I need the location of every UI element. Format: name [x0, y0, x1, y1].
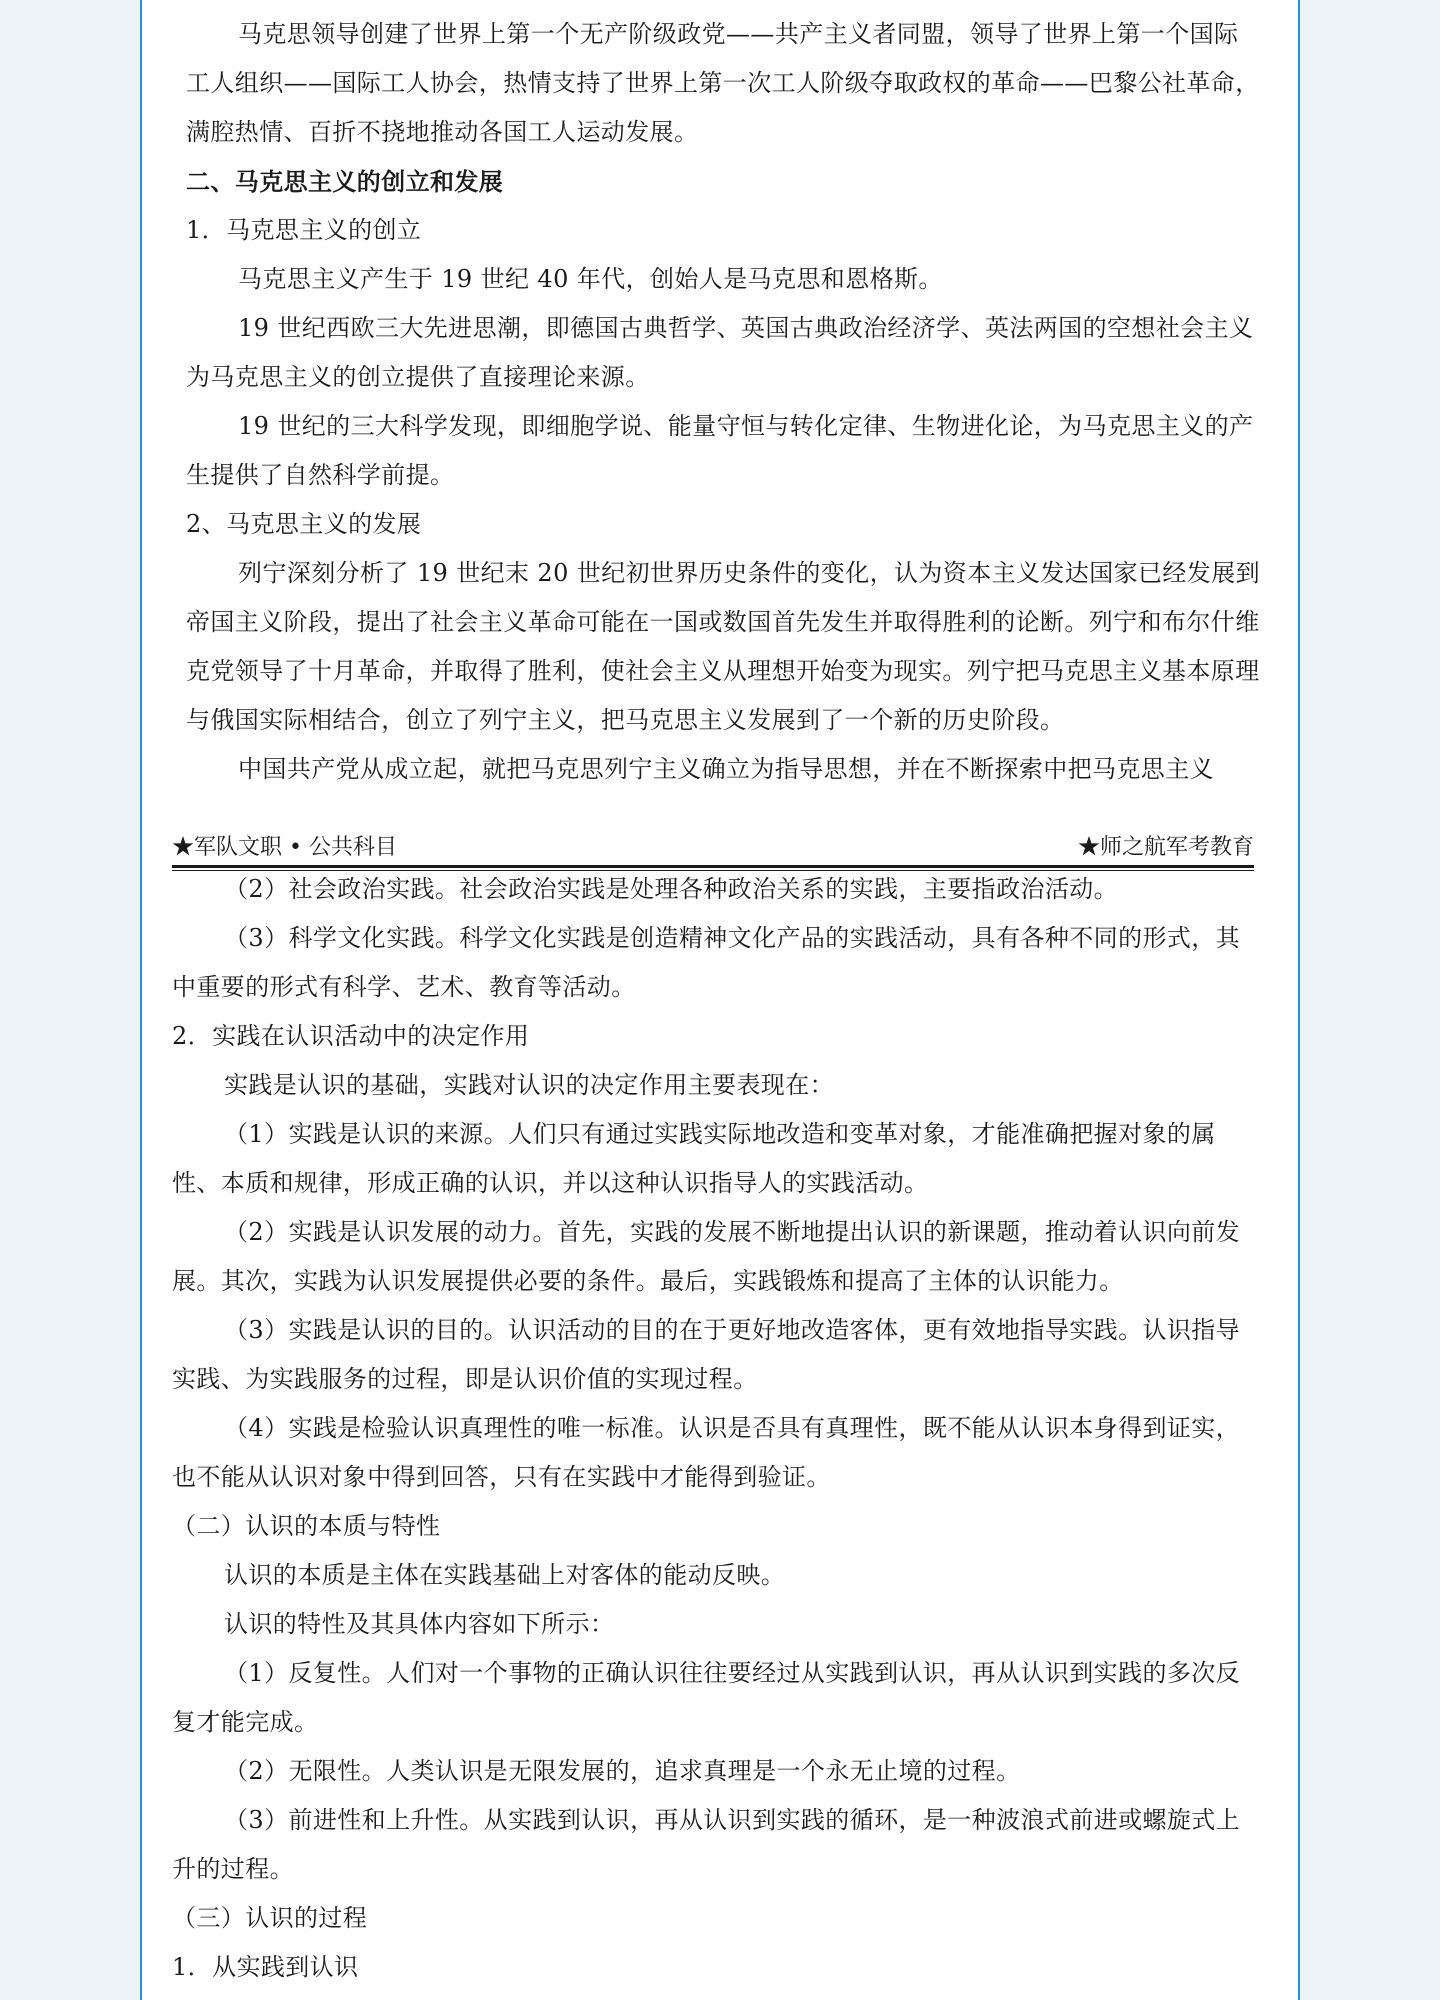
paragraph: 实践是认识的基础，实践对认识的决定作用主要表现在： — [224, 1071, 834, 1099]
paragraph: 认识的本质是主体在实践基础上对客体的能动反映。 — [224, 1561, 786, 1589]
paragraph: （2）社会政治实践。社会政治实践是处理各种政治关系的实践，主要指政治活动。 — [224, 875, 1119, 903]
section-heading: 二、马克思主义的创立和发展 — [186, 167, 504, 196]
subsection-heading: （三）认识的过程 — [172, 1904, 368, 1932]
subsection-heading: （二）认识的本质与特性 — [172, 1512, 441, 1540]
paragraph: （2）无限性。人类认识是无限发展的，追求真理是一个永无止境的过程。 — [224, 1757, 1021, 1785]
subsection-heading: 2．实践在认识活动中的决定作用 — [172, 1022, 530, 1050]
paragraph: （3）科学文化实践。科学文化实践是创造精神文化产品的实践活动，具有各种不同的形式，其中重要的形式有科学、艺术、教育等活动。 — [172, 924, 1241, 1001]
paragraph: （3）前进性和上升性。从实践到认识，再从认识到实践的循环，是一种波浪式前进或螺旋式上升的过程。 — [172, 1806, 1241, 1883]
paragraph: 19 世纪西欧三大先进思潮，即德国古典哲学、英国古典政治经济学、英法两国的空想社会主义为马克思主义的创立提供了直接理论来源。 — [186, 314, 1254, 391]
paragraph: （1）实践是认识的来源。人们只有通过实践实际地改造和变革对象，才能准确把握对象的属性、本质和规律，形成正确的认识，并以这种认识指导人的实践活动。 — [172, 1120, 1216, 1197]
header-left-title: ★军队文职 • 公共科目 — [172, 835, 397, 860]
header-right-title: ★师之航军考教育 — [1077, 835, 1254, 860]
page-body-bottom — [172, 865, 1262, 1992]
subsection-heading: 1．从实践到认识 — [172, 1953, 359, 1981]
document-page-top — [140, 0, 1300, 815]
paragraph: 列宁深刻分析了 19 世纪末 20 世纪初世界历史条件的变化，认为资本主义发达国家已经发展到帝国主义阶段，提出了社会主义革命可能在一国或数国首先发生并取得胜利的论断。列宁和布尔什维克党领导了十月革命，并取得了胜利，使社会主义从理想开始变为现实。列宁把马克思主义基本原理与俄国实际相结合，创立了列宁主义，把马克思主义发展到了一个新的历史阶段。 — [186, 559, 1260, 734]
paragraph: （4）实践是检验认识真理性的唯一标准。认识是否具有真理性，既不能从认识本身得到证实，也不能从认识对象中得到回答，只有在实践中才能得到验证。 — [172, 1414, 1241, 1491]
paragraph: 19 世纪的三大科学发现，即细胞学说、能量守恒与转化定律、生物进化论，为马克思主义的产生提供了自然科学前提。 — [186, 412, 1254, 489]
paragraph: 马克思领导创建了世界上第一个无产阶级政党——共产主义者同盟，领导了世界上第一个国际工人组织——国际工人协会，热情支持了世界上第一次工人阶级夺取政权的革命——巴黎公社革命，满腔热情、百折不挠地推动各国工人运动发展。 — [186, 20, 1260, 146]
subsection-heading: 1．马克思主义的创立 — [186, 216, 422, 244]
paragraph: （2）实践是认识发展的动力。首先，实践的发展不断地提出认识的新课题，推动着认识向前发展。其次，实践为认识发展提供必要的条件。最后，实践锻炼和提高了主体的认识能力。 — [172, 1218, 1241, 1295]
page-body-top — [186, 10, 1260, 794]
paragraph: 中国共产党从成立起，就把马克思列宁主义确立为指导思想，并在不断探索中把马克思主义 — [238, 755, 1214, 783]
paragraph: （1）反复性。人们对一个事物的正确认识往往要经过从实践到认识，再从认识到实践的多次反复才能完成。 — [172, 1659, 1241, 1736]
paragraph: 马克思主义产生于 19 世纪 40 年代，创始人是马克思和恩格斯。 — [238, 265, 943, 293]
subsection-heading: 2、马克思主义的发展 — [186, 510, 422, 538]
paragraph: （3）实践是认识的目的。认识活动的目的在于更好地改造客体，更有效地指导实践。认识指导实践、为实践服务的过程，即是认识价值的实现过程。 — [172, 1316, 1241, 1393]
document-page-bottom — [140, 815, 1300, 2000]
paragraph: 认识的特性及其具体内容如下所示： — [224, 1610, 615, 1638]
